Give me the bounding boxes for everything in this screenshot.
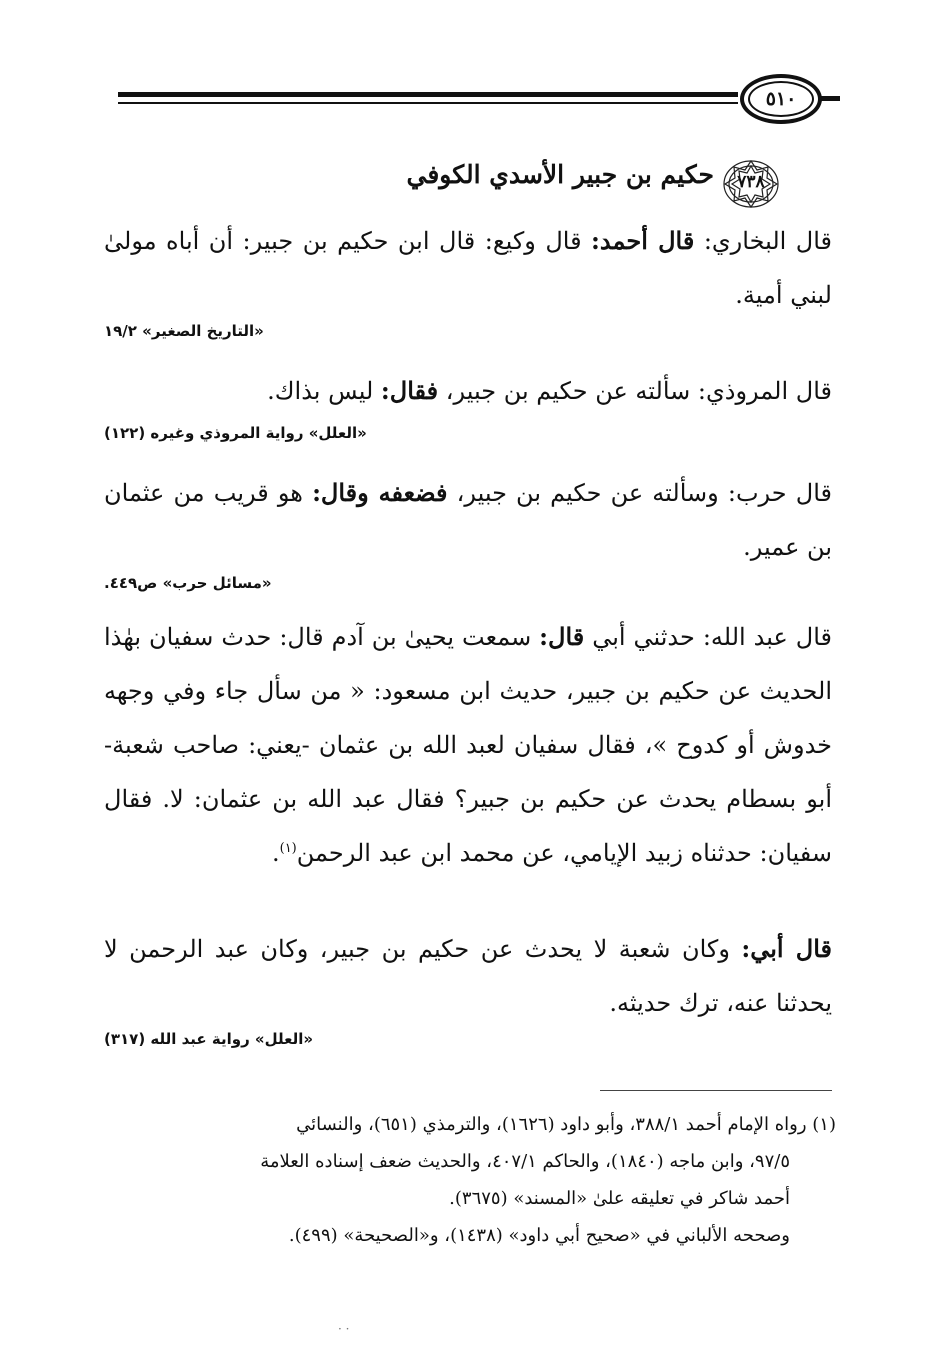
bold-run: فضعفه وقال: (312, 478, 448, 507)
footnote-line: وصححه الألباني في «صحيح أبي داود» (١٤٣٨)، و«الصحيحة» (٤٩٩). (288, 1225, 790, 1246)
bold-run: فقال: (380, 376, 439, 405)
header-rule-thick (118, 92, 738, 97)
footnote-separator (600, 1090, 832, 1091)
page-number: ٥١٠ (748, 81, 814, 117)
bold-run: قال أبي: (741, 934, 832, 963)
bold-run: قال: (539, 622, 585, 651)
text-run: سمعت يحيىٰ بن آدم قال: حدث سفيان بهٰذا الحديث عن حكيم بن جبير، حديث ابن مسعود: « من سأل جاء وفي وجهه خدوش أو كدوح »، فقال سفيان لعبد الله بن عثمان -يعني: صاحب شعبة- أبو بسطام يحدث عن حكيم بن جبير؟ فقال عبد الله بن عثمان: لا. فقال سفيان: حدثناه زبيد الإيامي، عن محمد ابن عبد الرحمن (104, 623, 832, 867)
source-citation: «التاريخ الصغير» ١٩/٢ (104, 322, 264, 340)
page-mark: · · (338, 1322, 350, 1336)
text-run: قال حرب: وسألته عن حكيم بن جبير، (447, 479, 832, 507)
bold-run: قال أحمد: (591, 226, 695, 255)
header-rule-thin (118, 102, 738, 104)
source-citation: «العلل» رواية المروذي وغيره (١٢٢) (104, 424, 367, 442)
text-run: وكان شعبة لا يحدث عن حكيم بن جبير، وكان عبد الرحمن لا يحدثنا عنه، ترك حديثه. (104, 935, 832, 1017)
paragraph-bukhari (104, 214, 832, 322)
text-run: قال عبد الله: حدثني أبي (584, 623, 832, 651)
entry-number-badge (722, 158, 780, 210)
paragraph-harb (104, 466, 832, 574)
paragraph-abdullah (104, 610, 832, 880)
footnotes (104, 1106, 836, 1254)
footnote-line: (١) رواه الإمام أحمد ٣٨٨/١، وأبو داود (١٦٢٦)، والترمذي (٦٥١)، والنسائي (296, 1114, 836, 1135)
source-citation: «العلل» رواية عبد الله (٣١٧) (104, 1030, 314, 1048)
footnote-line: ٩٧/٥، وابن ماجه (١٨٤٠)، والحاكم ٤٠٧/١، والحديث ضعف إسناده العلامة (260, 1151, 790, 1172)
paragraph-marwadhi (104, 364, 832, 418)
text-run: قال وكيع: قال ابن حكيم بن جبير: أن أباه مولىٰ لبني أمية. (104, 227, 832, 309)
paragraph-abi (104, 922, 832, 1030)
entry-title: حكيم بن جبير الأسدي الكوفي (406, 160, 714, 189)
entry-number: ٧٣٨ (737, 172, 765, 192)
header-rule (118, 78, 738, 118)
text-run: قال المروذي: سألته عن حكيم بن جبير، (438, 377, 832, 405)
text-run: . (271, 839, 280, 867)
page-number-medallion (736, 74, 826, 124)
source-citation: «مسائل حرب» ص٤٤٩. (104, 574, 272, 592)
text-run: هو قريب من عثمان بن عمير. (104, 479, 832, 561)
text-run: ليس بذاك. (267, 377, 381, 405)
medallion-tail (820, 96, 840, 101)
footnote-line: أحمد شاكر في تعليقه علىٰ «المسند» (٣٦٧٥). (449, 1188, 790, 1209)
text-run: قال البخاري: (694, 227, 833, 255)
footnote-ref[interactable]: (١) (279, 841, 297, 856)
